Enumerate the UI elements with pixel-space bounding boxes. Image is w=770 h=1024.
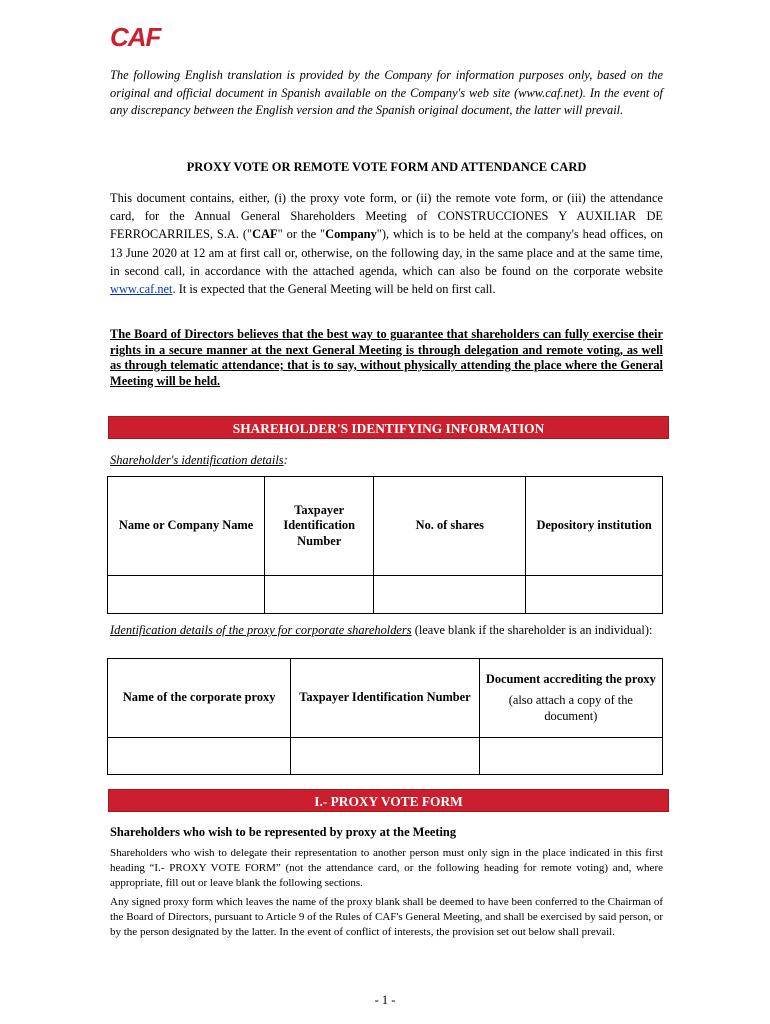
caf-logo: [110, 24, 190, 50]
proxy-details-label-rest: (leave blank if the shareholder is an individual):: [411, 623, 653, 637]
proxy-paragraph-2: Any signed proxy form which leaves the name of the proxy blank shall be deemed to have been conferred to the Chairman of the Board of Directors, pursuant to Article 9 of the Rules of CAF's General Meeting, and shall be exercised by said person, or by the person designated by the latter. In the event of conflict of interests, the provision set out below shall prevail.: [110, 896, 663, 938]
intro-text-3: "), which is to be held at the company's head offices, on 13 June 2020 at 12 am at first call or, otherwise, on the following day, in the same place and at the same time, in second call, in accordance with the attached agenda, which can also be found on the corporate website: [110, 227, 663, 278]
translation-disclaimer: The following English translation is provided by the Company for information purposes only, based on the original and official document in Spanish available on the Company's web site (www.caf.net). In the event of any discrepancy between the English version and the Spanish original document, the latter will prevail.: [110, 68, 663, 117]
caf-logo-text: CAF: [110, 24, 161, 50]
col-taxpayer-id: Taxpayer Identification Number: [265, 477, 374, 576]
name-field[interactable]: [108, 576, 265, 614]
shareholder-details-label: [110, 453, 288, 468]
table-input-row: [108, 738, 663, 775]
intro-text-2: " or the ": [277, 227, 326, 242]
proxy-details-label: [110, 622, 663, 639]
shares-field[interactable]: [374, 576, 526, 614]
intro-text-1: This document contains, either, (i) the proxy vote form, or (ii) the remote vote form, or (iii) the attendance card, for the Annual General Shareholders Meeting of CONSTRUCCIONES Y AUXILIAR DE FERROCARRILES, S.A. (": [110, 191, 663, 242]
taxpayer-id-field[interactable]: [265, 576, 374, 614]
col-depository: Depository institution: [526, 477, 663, 576]
intro-paragraph: [110, 189, 663, 298]
table-header-row: [108, 659, 663, 738]
col-accrediting-document: [479, 659, 662, 738]
intro-text-4: . It is expected that the General Meeting will be held on first call.: [172, 282, 496, 297]
table-header-row: [108, 477, 663, 576]
proxy-taxpayer-id-field[interactable]: [291, 738, 479, 775]
form-title: PROXY VOTE OR REMOTE VOTE FORM AND ATTENDANCE CARD: [186, 160, 587, 174]
col-corporate-proxy: Name of the corporate proxy: [108, 659, 291, 738]
proxy-heading: Shareholders who wish to be represented by proxy at the Meeting: [110, 825, 457, 839]
accrediting-doc-heading: Document accrediting the proxy: [485, 671, 656, 686]
caf-website-link[interactable]: www.caf.net: [110, 282, 173, 297]
depository-field[interactable]: [526, 576, 663, 614]
intro-caf: CAF: [252, 227, 278, 242]
section-title-proxy-vote-form: I.- PROXY VOTE FORM: [108, 789, 669, 812]
page-number: - 1 -: [374, 993, 396, 1007]
table-input-row: [108, 576, 663, 614]
accrediting-document-field[interactable]: [479, 738, 662, 775]
proxy-details-label-underlined: Identification details of the proxy for corporate shareholders: [110, 623, 412, 637]
col-name: Name or Company Name: [108, 477, 265, 576]
board-statement: The Board of Directors believes that the best way to guarantee that shareholders can fully exercise their rights in a secure manner at the next General Meeting is through delegation and remote voting, as well as through telematic attendance; that is to say, without physically attending the place where the General Meeting will be held.: [110, 327, 663, 388]
shareholder-details-label-colon: :: [283, 453, 288, 467]
shareholder-table: [107, 476, 663, 614]
proxy-paragraph-1: Shareholders who wish to delegate their representation to another person must only sign in the place indicated in this first heading “I.- PROXY VOTE FORM” (not the attendance card, or the following heading for remote voting) and, where appropriate, fill out or leave blank the following sections.: [110, 847, 663, 889]
corporate-proxy-field[interactable]: [108, 738, 291, 775]
col-shares: No. of shares: [374, 477, 526, 576]
intro-company: Company: [325, 227, 377, 242]
shareholder-details-label-text: Shareholder's identification details: [110, 453, 284, 467]
accrediting-doc-note: (also attach a copy of the document): [508, 693, 633, 723]
corporate-proxy-table: [107, 658, 663, 775]
section-title-shareholder-info: SHAREHOLDER'S IDENTIFYING INFORMATION: [108, 416, 669, 439]
col-proxy-taxpayer-id: Taxpayer Identification Number: [291, 659, 479, 738]
